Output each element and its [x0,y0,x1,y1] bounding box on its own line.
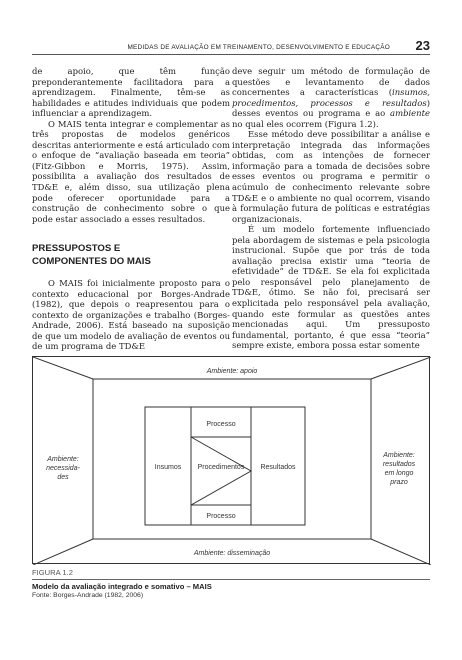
paragraph: É um modelo fortemente influenciado pela abordagem de sistemas e pela psicologia instrucional. Supõe que por trás de toda avaliação precisa existir uma “teoria de efetividade” de TD&E. Se ela foi explicitada pelo responsável pelo planejamento de TD&E, ótimo. Se não foi, precisará ser explicitada pelo responsável pela avaliação, quando este formular as questões antes mencionadas aqui. Um pressuposto fundamental, portanto, é que essa “teoria” sempre existe, embora possa estar somente [232,224,430,351]
section-heading [32,243,230,268]
text-run: deve seguir um método de formulação de questões e levantamento de dados concernentes a características ( [232,66,430,98]
procedures-triangle [191,437,251,505]
results-label: Resultados [260,464,296,471]
figure-source: Fonte: Borges-Andrade (1982, 2006) [32,592,144,599]
environment-needs-label: Ambiente: [47,456,79,463]
caption-rule [32,579,430,580]
paragraph: de apoio, que têm função preponderantemente facilitadora para a aprendizagem. Finalmente, têm-se as habilidades e atitudes individuais que podem influenciar a aprendizagem. [32,66,230,119]
diagram-canvas [33,357,431,565]
environment-needs-label: des [57,474,69,481]
environment-support-label: Ambiente: apoio [206,368,258,375]
running-header [32,36,430,55]
environment-results-label: prazo [390,479,408,486]
text-run: ) desses eventos ou programa e ao [232,97,430,119]
paragraph: O MAIS foi inicialmente proposto para o contexto educacional por Borges-Andrade (1982), que depois o reapresentou para o contexto de organizações e trabalho (Borges-Andrade, 2006). Está baseado na suposição de que um modelo de avaliação de eventos ou de um programa de TD&E [32,278,230,352]
section-heading-line: PRESSUPOSTOS E [32,243,121,255]
corner-line [371,539,431,565]
paragraph: Esse método deve possibilitar a análise e interpretação integrada das informações obtidas, com as intenções de fornecer informação para a tomada de decisões sobre esses eventos ou programa e permitir o acúmulo de conhecimento relevante sobre TD&E e o ambiente no qual ocorrem, visando à formulação futura de políticas e estratégias organizacionais. [232,129,430,224]
italic-text-run: insumos, procedimentos, processos e resultados [232,87,430,108]
text-run: no qual eles ocorrem (Figura 1.2). [232,118,379,129]
left-text-column [32,66,230,352]
figure-number: FIGURA 1.2 [32,568,73,577]
environment-results-label: resultados [382,461,416,468]
running-head-title: MEDIDAS DE AVALIAÇÃO EM TREINAMENTO, DESENVOLVIMENTO E EDUCAÇÃO [127,44,390,51]
right-text-column [232,66,430,351]
paragraph [232,66,430,129]
process-top-label: Processo [206,421,236,428]
environment-dissemination-label: Ambiente: disseminação [193,550,271,557]
corner-line [33,357,93,379]
corner-line [371,357,431,379]
procedures-label: Procedimentos [197,464,245,471]
paragraph: O MAIS tenta integrar e complementar as três propostas de modelos genéricos descritas anteriormente e está articulado com o enfoque de “avaliação baseada em teoria” (Fitz-Gibbon e Morris, 1975). Assim, possibilita a avaliação dos resultados de TD&E e, além disso, sua utilização plena pode oferecer oportunidade para a construção de conhecimento sobre o que pode estar associado a esses resultados. [32,118,230,224]
environment-needs-label: necessida- [46,465,80,472]
page-number: 23 [415,38,430,53]
environment-results-label: em longo [384,470,414,477]
mais-model-diagram [32,356,430,564]
italic-text-run: ambiente [390,108,430,119]
section-heading-line: COMPONENTES DO MAIS [32,255,151,267]
process-bottom-label: Processo [206,513,236,520]
environment-results-label: Ambiente: [383,452,415,459]
inputs-label: Insumos [154,464,182,471]
corner-line [33,539,93,565]
figure-caption: Modelo da avaliação integrado e somativo – MAIS [32,582,212,591]
